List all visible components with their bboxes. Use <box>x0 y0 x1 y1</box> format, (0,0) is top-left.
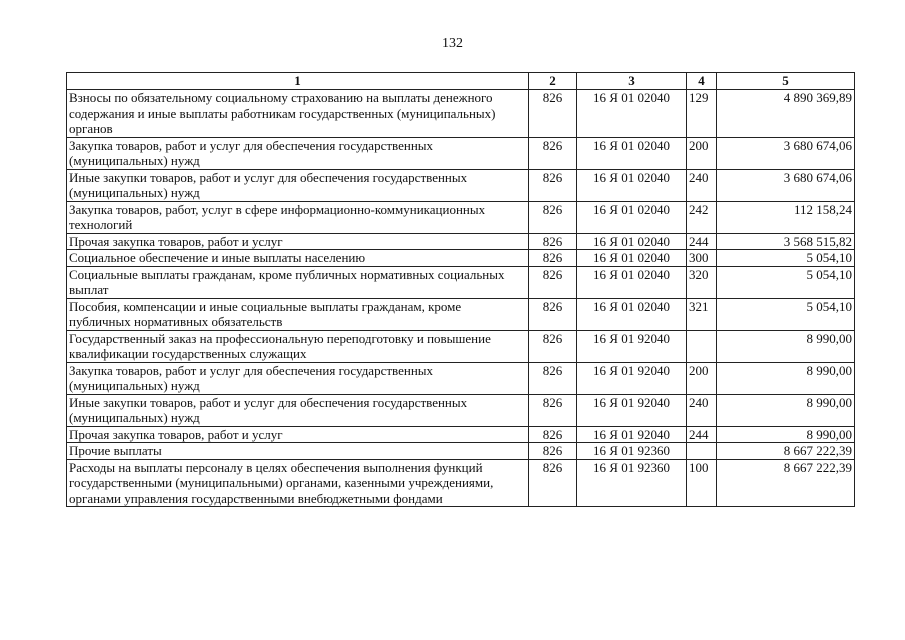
cell-target-article: 16 Я 01 02040 <box>577 201 687 233</box>
cell-expense-type: 244 <box>687 233 717 250</box>
cell-amount: 8 667 222,39 <box>717 459 855 507</box>
header-col-1: 1 <box>67 73 529 90</box>
cell-target-article: 16 Я 01 02040 <box>577 266 687 298</box>
cell-expense-type: 240 <box>687 394 717 426</box>
cell-department-code: 826 <box>529 426 577 443</box>
table-row <box>67 459 855 507</box>
cell-expense-name: Закупка товаров, работ, услуг в сфере информационно-коммуникационных технологий <box>67 201 529 233</box>
table-body <box>67 90 855 507</box>
header-col-3: 3 <box>577 73 687 90</box>
table-row <box>67 250 855 267</box>
cell-amount: 8 990,00 <box>717 362 855 394</box>
cell-target-article: 16 Я 01 92040 <box>577 394 687 426</box>
cell-expense-type: 200 <box>687 137 717 169</box>
cell-target-article: 16 Я 01 02040 <box>577 250 687 267</box>
header-col-5: 5 <box>717 73 855 90</box>
cell-expense-name: Взносы по обязательному социальному страхованию на выплаты денежного содержания и иные выплаты работникам государственных (муниципальных) органов <box>67 90 529 138</box>
cell-expense-name: Закупка товаров, работ и услуг для обеспечения государственных (муниципальных) нужд <box>67 137 529 169</box>
table-row <box>67 169 855 201</box>
cell-amount: 5 054,10 <box>717 298 855 330</box>
cell-expense-name: Прочая закупка товаров, работ и услуг <box>67 233 529 250</box>
cell-target-article: 16 Я 01 02040 <box>577 298 687 330</box>
header-col-2: 2 <box>529 73 577 90</box>
cell-amount: 8 990,00 <box>717 330 855 362</box>
cell-expense-type: 240 <box>687 169 717 201</box>
budget-table <box>66 72 855 507</box>
cell-amount: 112 158,24 <box>717 201 855 233</box>
table-row <box>67 362 855 394</box>
cell-expense-type: 300 <box>687 250 717 267</box>
cell-expense-name: Закупка товаров, работ и услуг для обеспечения государственных (муниципальных) нужд <box>67 362 529 394</box>
cell-department-code: 826 <box>529 362 577 394</box>
table-row <box>67 298 855 330</box>
cell-expense-type: 321 <box>687 298 717 330</box>
cell-expense-type: 129 <box>687 90 717 138</box>
cell-department-code: 826 <box>529 443 577 460</box>
cell-expense-type: 200 <box>687 362 717 394</box>
cell-target-article: 16 Я 01 92040 <box>577 362 687 394</box>
cell-department-code: 826 <box>529 169 577 201</box>
table-row <box>67 201 855 233</box>
page-number: 132 <box>442 36 463 51</box>
cell-department-code: 826 <box>529 137 577 169</box>
cell-target-article: 16 Я 01 92040 <box>577 330 687 362</box>
cell-target-article: 16 Я 01 92360 <box>577 459 687 507</box>
table-row <box>67 443 855 460</box>
cell-amount: 3 568 515,82 <box>717 233 855 250</box>
cell-department-code: 826 <box>529 266 577 298</box>
table-row <box>67 90 855 138</box>
cell-expense-type: 244 <box>687 426 717 443</box>
cell-department-code: 826 <box>529 201 577 233</box>
cell-expense-name: Социальное обеспечение и иные выплаты населению <box>67 250 529 267</box>
cell-amount: 5 054,10 <box>717 250 855 267</box>
cell-amount: 5 054,10 <box>717 266 855 298</box>
cell-department-code: 826 <box>529 90 577 138</box>
cell-expense-type: 242 <box>687 201 717 233</box>
table-row <box>67 330 855 362</box>
cell-expense-type: 320 <box>687 266 717 298</box>
table-row <box>67 266 855 298</box>
cell-target-article: 16 Я 01 02040 <box>577 233 687 250</box>
cell-expense-name: Расходы на выплаты персоналу в целях обеспечения выполнения функций государственными (муниципальными) органами, казенными учреждениями, органами управления государственными внебюджетными фондами <box>67 459 529 507</box>
cell-expense-type <box>687 330 717 362</box>
cell-target-article: 16 Я 01 92040 <box>577 426 687 443</box>
table-row <box>67 137 855 169</box>
cell-amount: 3 680 674,06 <box>717 137 855 169</box>
cell-department-code: 826 <box>529 250 577 267</box>
cell-amount: 8 990,00 <box>717 394 855 426</box>
cell-department-code: 826 <box>529 233 577 250</box>
cell-expense-type <box>687 443 717 460</box>
cell-amount: 8 990,00 <box>717 426 855 443</box>
cell-amount: 8 667 222,39 <box>717 443 855 460</box>
header-row <box>67 73 855 90</box>
cell-expense-name: Иные закупки товаров, работ и услуг для обеспечения государственных (муниципальных) нужд <box>67 394 529 426</box>
table-row <box>67 394 855 426</box>
cell-expense-name: Прочие выплаты <box>67 443 529 460</box>
cell-target-article: 16 Я 01 92360 <box>577 443 687 460</box>
table-row <box>67 233 855 250</box>
cell-expense-name: Прочая закупка товаров, работ и услуг <box>67 426 529 443</box>
cell-amount: 4 890 369,89 <box>717 90 855 138</box>
cell-expense-name: Государственный заказ на профессиональную переподготовку и повышение квалификации государственных служащих <box>67 330 529 362</box>
cell-department-code: 826 <box>529 459 577 507</box>
cell-target-article: 16 Я 01 02040 <box>577 90 687 138</box>
cell-department-code: 826 <box>529 330 577 362</box>
cell-expense-type: 100 <box>687 459 717 507</box>
cell-target-article: 16 Я 01 02040 <box>577 137 687 169</box>
cell-amount: 3 680 674,06 <box>717 169 855 201</box>
cell-target-article: 16 Я 01 02040 <box>577 169 687 201</box>
cell-expense-name: Иные закупки товаров, работ и услуг для обеспечения государственных (муниципальных) нужд <box>67 169 529 201</box>
table-row <box>67 426 855 443</box>
cell-department-code: 826 <box>529 298 577 330</box>
cell-department-code: 826 <box>529 394 577 426</box>
cell-expense-name: Социальные выплаты гражданам, кроме публичных нормативных социальных выплат <box>67 266 529 298</box>
cell-expense-name: Пособия, компенсации и иные социальные выплаты гражданам, кроме публичных нормативных обязательств <box>67 298 529 330</box>
header-col-4: 4 <box>687 73 717 90</box>
